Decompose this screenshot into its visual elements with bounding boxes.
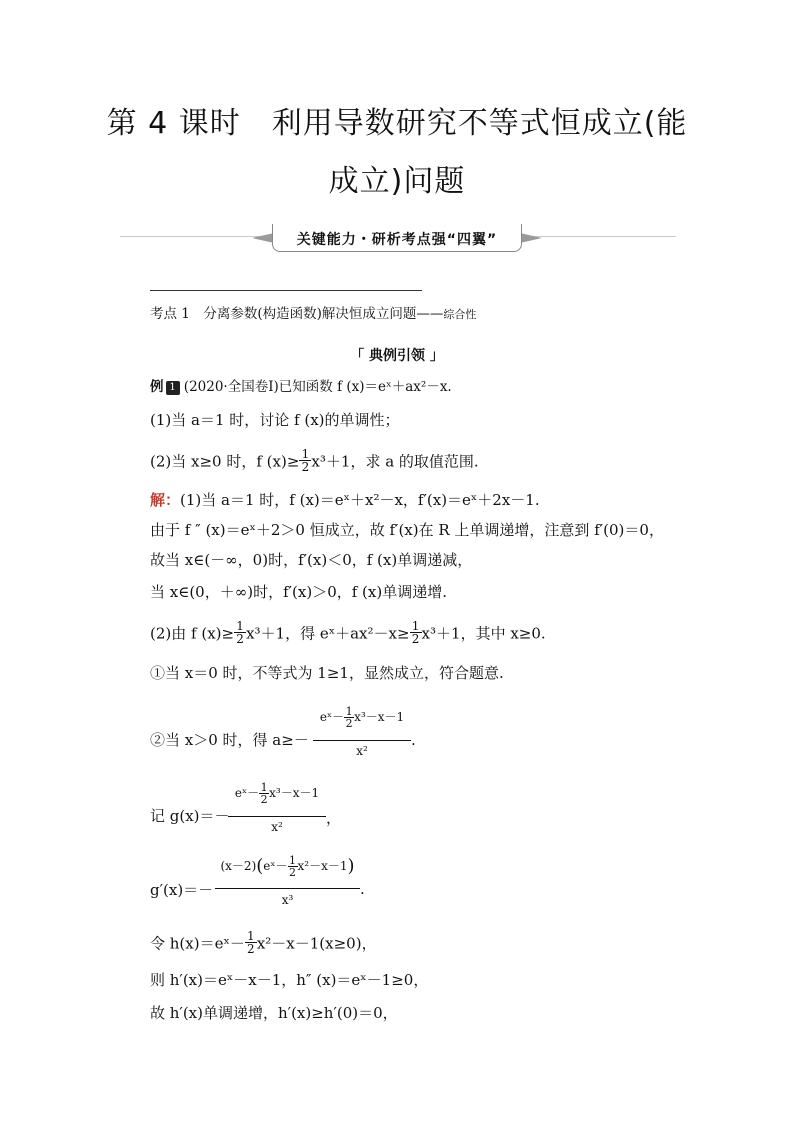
fraction-denominator: x² [356,744,368,758]
numerator-part-b: eˣ－ [263,859,288,873]
fraction-half [245,930,257,955]
numerator-part-b: x³－x－1 [269,786,320,800]
section-label: 考点 1 分离参数(构造函数)解决恒成立问题—— [150,306,444,322]
fraction-bar-main [313,740,411,741]
question-2-pre: (2)当 x≥0 时，f (x)≥ [150,452,300,471]
solution-line-3: 故当 x∈(－∞，0)时，f′(x)＜0，f (x)单调递减， [150,551,473,569]
section-rule [150,290,422,291]
fraction-den: 2 [247,942,255,956]
fraction-den: 2 [289,866,296,879]
page-title-line2: 成立)问题 [328,164,466,199]
question-2 [150,447,479,475]
fraction-bar-main [215,888,360,889]
fraction-den: 2 [345,717,353,730]
solution-line-5 [150,619,546,647]
solution-text-10b: x²－x－1(x≥0)， [256,934,377,953]
fraction-den: 2 [236,632,244,646]
paren-close: ) [347,855,355,877]
numerator-part-a: eˣ－ [234,786,260,800]
section-tag: 综合性 [443,308,477,321]
fraction-denominator: x³ [281,893,294,907]
solution-line-2: 由于 f ″ (x)＝eˣ＋2＞0 恒成立，故 f′(x)在 R 上单调递增，注意到 f′(0)＝0， [150,521,664,539]
solution-text-10a: 令 h(x)＝eˣ－ [150,934,245,953]
fraction-num: 1 [236,619,244,633]
example-text: (2020·全国卷Ⅰ)已知函数 f (x)＝eˣ＋ax²－x. [183,379,452,395]
solution-line-9-pre: g′(x)＝－ [150,881,214,899]
fraction-num: 1 [247,929,255,943]
fraction-numerator [313,706,411,729]
fraction-half [299,448,311,473]
solution-line-4: 当 x∈(0，＋∞)时，f′(x)＞0，f (x)单调递增. [150,583,447,601]
solution-line-1 [150,490,540,510]
page-title-line1: 第 4 课时 利用导数研究不等式恒成立(能 [106,106,688,141]
solution-line-11: 则 h′(x)＝eˣ－x－1，h″ (x)＝eˣ－1≥0， [150,971,429,989]
example-line [150,377,452,397]
question-2-post: x³＋1，求 a 的取值范围. [311,452,479,471]
example-number-badge: 1 [166,381,180,395]
section-heading [150,304,476,325]
solution-line-8-pre: 记 g(x)＝－ [150,807,230,825]
banner-right-arrow-icon [520,233,542,243]
numerator-part-a: (x－2) [220,859,257,873]
fraction-den: 2 [411,632,420,646]
numerator-part-b: x³－x－1 [354,710,405,724]
fraction-num: 1 [260,781,268,794]
fraction-num: 1 [289,854,296,867]
fraction-half [259,782,269,805]
fraction-half [410,620,422,645]
fraction-bar-main [228,816,326,817]
example-prefix: 例 [150,379,164,395]
numerator-part-a: eˣ－ [319,710,345,724]
solution-label: 解： [150,491,181,509]
banner-left-arrow-icon [252,233,274,243]
fraction-num: 1 [345,705,353,718]
fraction-half [234,620,246,645]
fraction-half [344,706,354,729]
question-1: (1)当 a＝1 时，讨论 f (x)的单调性； [150,411,400,429]
fraction-den: 2 [260,793,268,806]
subheading: 「 典例引领 」 [350,348,444,364]
solution-text-5b: x³＋1，得 eˣ＋ax²－x≥ [246,624,410,643]
fraction-denominator: x² [271,820,283,834]
solution-line-12: 故 h′(x)单调递增，h′(x)≥h′(0)＝0， [150,1004,398,1022]
solution-line-10 [150,929,377,957]
fraction-den: 2 [301,460,310,474]
fraction-numerator [228,782,326,805]
numerator-part-c: x²－x－1 [297,859,348,873]
solution-line-6: ①当 x＝0 时，不等式为 1≥1，显然成立，符合题意. [150,664,504,682]
comma: ， [326,809,342,827]
fraction-num: 1 [301,447,310,461]
period: . [360,880,365,898]
fraction-numerator [215,855,360,878]
banner-title: 关键能力・研析考点强“四翼” [296,232,498,248]
solution-line-7-pre: ②当 x＞0 时，得 a≥－ [150,731,309,749]
paren-open: ( [256,855,264,877]
solution-text-5c: x³＋1，其中 x≥0. [421,624,546,643]
period: . [411,731,416,749]
solution-text-1: (1)当 a＝1 时，f (x)＝eˣ＋x²－x，f′(x)＝eˣ＋2x－1. [180,491,540,509]
fraction-half [288,855,298,878]
fraction-num: 1 [411,619,420,633]
solution-text-5a: (2)由 f (x)≥ [150,624,235,643]
